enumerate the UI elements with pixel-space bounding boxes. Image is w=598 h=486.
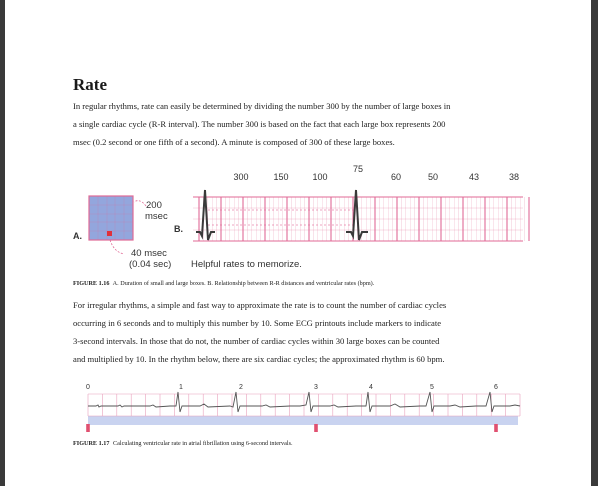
paragraph-line: In regular rhythms, rate can easily be determined by dividing the number 300 by the number of large boxes in (73, 101, 451, 111)
panel-b-label: B. (174, 224, 183, 234)
second-marker-label: 3 (314, 384, 318, 391)
label-0-04-sec: (0.04 sec) (129, 259, 172, 270)
rate-label: 100 (312, 172, 328, 182)
strip-band (88, 416, 518, 425)
paragraph-line: occurring in 6 seconds and to multiply this number by 10. Some ECG printouts include markers to indicate (73, 318, 442, 328)
paragraph-irregular-rhythm (73, 296, 528, 368)
large-box (89, 196, 133, 240)
rate-labels (233, 164, 519, 182)
figure-caption-text: A. Duration of small and large boxes. B. Relationship between R-R distances and ventricular rates (bpm). (112, 280, 375, 287)
panel-a-label: A. (73, 231, 82, 241)
three-second-marker (314, 424, 318, 432)
label-msec: msec (145, 211, 168, 222)
right-page-border (591, 0, 598, 486)
helpful-rates-note: Helpful rates to memorize. (191, 259, 302, 270)
small-box (107, 231, 112, 236)
rate-label: 60 (390, 172, 402, 182)
figure-1-16-caption (73, 280, 374, 287)
qrs-complex-2 (346, 190, 368, 240)
small-box-arrow (110, 240, 124, 254)
paragraph-regular-rhythm (73, 97, 528, 151)
af-strip (88, 392, 520, 425)
figure-1-17-caption (73, 440, 293, 447)
large-box-arrow (134, 201, 146, 206)
second-marker-label: 1 (179, 384, 183, 391)
paragraph-line: msec (0.2 second or one fifth of a second). A minute is composed of 300 of these large boxes. (73, 137, 395, 147)
three-second-marker (86, 424, 90, 432)
label-200: 200 (146, 200, 162, 211)
rate-label: 75 (352, 164, 364, 174)
figure-number: FIGURE 1.17 (73, 440, 110, 447)
panel-b-grid (193, 190, 529, 241)
af-ecg-trace (88, 392, 520, 412)
label-40-msec: 40 msec (131, 248, 167, 259)
second-marker-label: 5 (430, 384, 434, 391)
paragraph-line: For irregular rhythms, a simple and fast way to approximate the rate is to count the number of cardiac cycles (73, 300, 447, 310)
second-marker-label: 4 (369, 384, 373, 391)
rate-label: 43 (468, 172, 480, 182)
second-marker-label: 0 (86, 384, 90, 391)
rate-label: 38 (508, 172, 520, 182)
panel-a-large-box (89, 196, 146, 254)
second-marker-label: 2 (239, 384, 243, 391)
left-page-border (0, 0, 5, 486)
qrs-complex-1 (196, 190, 215, 240)
second-marker-label: 6 (494, 384, 498, 391)
rate-label: 50 (427, 172, 439, 182)
paragraph-line: and multiplied by 10. In the rhythm below, there are six cardiac cycles; the approximated rhythm is 60 bpm. (73, 354, 445, 364)
rate-label: 150 (273, 172, 289, 182)
three-second-marker (494, 424, 498, 432)
rate-label: 300 (233, 172, 249, 182)
second-markers (86, 384, 498, 432)
figure-caption-text: Calculating ventricular rate in atrial fibrillation using 6-second intervals. (113, 440, 293, 447)
paragraph-line: a single cardiac cycle (R-R interval). The number 300 is based on the fact that each large box represents 200 (73, 119, 446, 129)
figure-number: FIGURE 1.16 (73, 280, 110, 287)
paragraph-line: 3-second intervals. In those that do not, the number of cardiac cycles within 30 large boxes can be counted (73, 336, 440, 346)
section-heading: Rate (73, 75, 107, 94)
